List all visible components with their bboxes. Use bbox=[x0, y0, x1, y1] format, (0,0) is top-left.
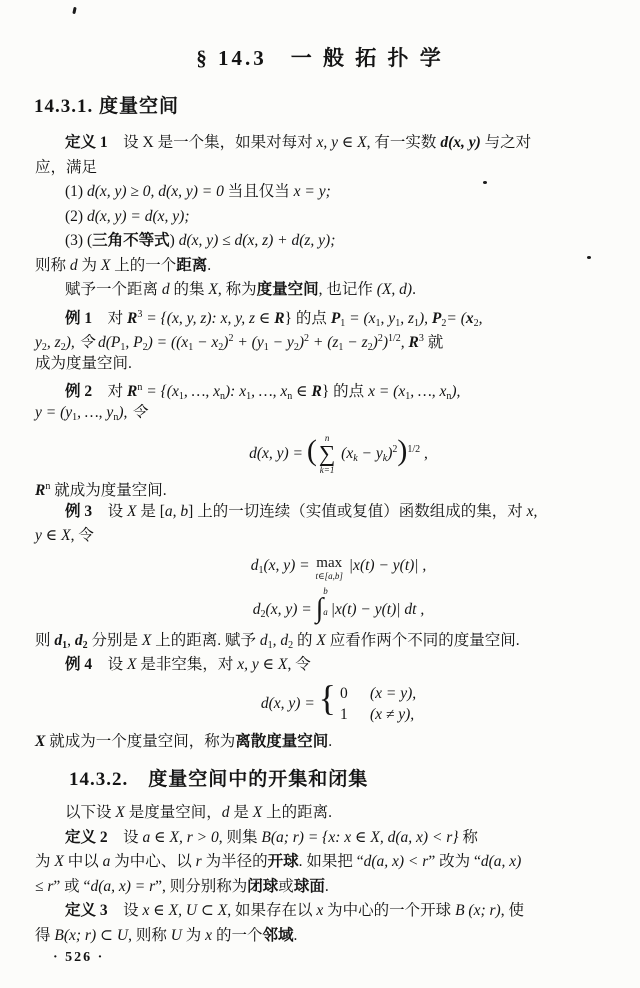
text-segment: , …, y bbox=[77, 403, 114, 421]
text-segment: , bbox=[400, 334, 409, 351]
text-segment: , 也记作 bbox=[318, 281, 377, 298]
text-segment: 称 bbox=[458, 828, 478, 846]
text-segment: 2 bbox=[293, 342, 299, 353]
text-segment: d bbox=[161, 281, 170, 298]
text-line bbox=[35, 376, 614, 401]
text-segment: } 的点 bbox=[284, 309, 331, 327]
text-segment: 1 bbox=[405, 391, 411, 402]
text-segment: 就成为一个度量空间，称为 bbox=[45, 732, 236, 750]
text-segment: R bbox=[127, 309, 138, 327]
text-segment: 2 bbox=[367, 342, 373, 353]
text-segment: 邻域 bbox=[262, 926, 294, 944]
text-segment: 例 2 bbox=[65, 383, 93, 400]
text-line bbox=[35, 401, 614, 426]
text-segment: y bbox=[35, 334, 42, 351]
text-line bbox=[35, 278, 614, 303]
section-heading-1431: 14.3.1. 度量空间 bbox=[34, 96, 180, 117]
text-segment: 开球 bbox=[267, 853, 299, 870]
text-segment: X bbox=[127, 656, 137, 673]
text-segment: 是度量空间， bbox=[124, 804, 222, 821]
subscript-k: k bbox=[353, 453, 358, 464]
text-segment: ∈ bbox=[292, 383, 312, 400]
text-segment: ≤ r bbox=[35, 877, 54, 895]
text-segment: d bbox=[259, 631, 268, 649]
text-segment: x bbox=[181, 334, 189, 351]
text-segment: (3) ( bbox=[65, 232, 93, 249]
text-line bbox=[35, 205, 614, 230]
text-segment: X bbox=[316, 631, 326, 649]
text-segment: 设 bbox=[107, 902, 143, 919]
text-segment: n bbox=[137, 382, 143, 393]
text-segment: − x bbox=[193, 334, 219, 351]
text-segment: 1 bbox=[62, 639, 68, 651]
text-segment: 1 bbox=[338, 342, 344, 353]
text-segment: n bbox=[45, 481, 51, 492]
text-segment: } 的点 bbox=[321, 383, 369, 400]
text-segment: , P bbox=[125, 334, 143, 351]
case-condition: (x = y), bbox=[369, 684, 417, 702]
formula-lhs: d(x, y) = bbox=[260, 694, 319, 712]
text-segment: x, y, z ∈ bbox=[220, 309, 275, 327]
text-segment: ) bbox=[382, 334, 388, 351]
cases-rows bbox=[340, 683, 416, 725]
text-segment: ” 改为 “ bbox=[428, 853, 481, 870]
text-segment: 2 bbox=[218, 342, 224, 353]
text-segment: 上的距离. 赋予 bbox=[151, 631, 260, 649]
text-segment: − y bbox=[268, 334, 294, 351]
text-segment: , 令 bbox=[70, 527, 94, 544]
text-segment: d(P bbox=[97, 334, 121, 351]
text-segment: d(x, y) ≤ d(x, z) + d(z, y); bbox=[178, 232, 336, 249]
text-segment: X bbox=[127, 502, 137, 520]
max-operator bbox=[316, 556, 343, 581]
paragraph-group bbox=[35, 629, 614, 678]
text-segment: 距离 bbox=[176, 256, 208, 274]
text-segment: 是 bbox=[229, 804, 253, 821]
text-line bbox=[35, 254, 614, 279]
scan-artifact bbox=[587, 256, 591, 259]
text-segment: 1 bbox=[178, 391, 184, 402]
text-segment: 2 bbox=[41, 342, 47, 353]
text-segment: n bbox=[220, 391, 226, 402]
text-segment: R bbox=[274, 309, 285, 327]
text-segment: . bbox=[207, 256, 212, 274]
text-segment: , z bbox=[400, 309, 414, 327]
text-line bbox=[35, 180, 614, 205]
text-segment: 1 bbox=[72, 411, 78, 423]
paragraph-group bbox=[35, 730, 614, 755]
d-symbol: d bbox=[250, 556, 259, 574]
text-segment: 1 bbox=[267, 639, 273, 651]
formula-discrete-metric bbox=[35, 679, 614, 729]
text-segment: 或 bbox=[278, 877, 294, 895]
text-segment: , 则集 bbox=[218, 828, 262, 846]
text-segment: x, y, z bbox=[171, 309, 207, 327]
text-segment: , 有一实数 bbox=[366, 134, 441, 151]
text-segment: d(a, x) < r bbox=[363, 853, 429, 870]
text-segment: 设 bbox=[107, 828, 143, 846]
text-segment: 定义 1 bbox=[65, 134, 108, 151]
integral-limits bbox=[323, 587, 328, 617]
max-limit: t∈[a,b] bbox=[315, 570, 343, 581]
text-segment: 就成为度量空间. bbox=[50, 482, 167, 499]
text-segment: 当且仅当 bbox=[223, 183, 294, 200]
text-segment: 1/2 bbox=[388, 333, 401, 344]
max-label: max bbox=[316, 554, 343, 571]
text-segment: X bbox=[141, 631, 152, 649]
text-segment: 2 bbox=[142, 342, 148, 353]
text-line bbox=[35, 156, 614, 181]
text-segment: x = y; bbox=[293, 183, 331, 200]
text-segment: ): bbox=[225, 383, 240, 400]
exponent-half: 1/2 bbox=[407, 444, 421, 455]
text-segment: a ∈ X, r > 0 bbox=[142, 828, 219, 846]
text-segment: ), bbox=[418, 309, 432, 327]
text-segment: X bbox=[208, 281, 218, 298]
text-line bbox=[35, 500, 614, 525]
formula-lhs: (x, y) = bbox=[265, 600, 316, 618]
text-segment: 为 bbox=[35, 853, 55, 870]
text-segment: x bbox=[368, 309, 376, 327]
subscript-2: 2 bbox=[260, 608, 266, 620]
text-segment: 上的距离. bbox=[262, 804, 332, 821]
text-segment: 1 bbox=[375, 317, 381, 329]
text-segment: 2 bbox=[288, 639, 294, 651]
text-segment: d bbox=[74, 631, 83, 649]
text-segment: ), 令 bbox=[65, 334, 98, 351]
text-segment: 为半径的 bbox=[201, 853, 268, 870]
text-segment: 的 bbox=[293, 631, 317, 649]
text-segment: . bbox=[293, 926, 298, 944]
case-value: 0 bbox=[339, 684, 348, 702]
text-segment: ): bbox=[206, 309, 221, 327]
text-segment: d bbox=[221, 804, 230, 821]
text-segment: 1 bbox=[395, 317, 401, 329]
text-segment: 闭球 bbox=[247, 877, 279, 895]
page-title: § 14.3 一 般 拓 扑 学 bbox=[196, 46, 444, 70]
text-segment: 2 bbox=[473, 317, 479, 329]
text-segment: 2 bbox=[303, 333, 309, 344]
text-line bbox=[35, 629, 614, 654]
text-segment: 的集 bbox=[169, 281, 209, 298]
sum-lower-limit: k=1 bbox=[319, 465, 335, 476]
text-segment: 设 X 是一个集，如果对每对 bbox=[107, 134, 317, 151]
text-segment: 赋予一个距离 bbox=[65, 281, 162, 298]
exponent-2: 2 bbox=[392, 444, 398, 455]
integral-upper: b bbox=[323, 585, 328, 596]
page-body bbox=[35, 131, 614, 948]
text-segment: 例 3 bbox=[65, 502, 93, 520]
right-paren: ) bbox=[397, 434, 408, 467]
text-segment: 1 bbox=[263, 342, 269, 353]
text-segment: 对 bbox=[92, 309, 128, 327]
text-segment: X bbox=[54, 853, 64, 870]
text-segment: d(x, y) bbox=[440, 134, 481, 151]
subscript-1: 1 bbox=[258, 564, 264, 576]
formula-lhs: (x, y) = bbox=[263, 556, 314, 574]
text-segment: 2 bbox=[228, 333, 234, 344]
formula-max-distance bbox=[35, 551, 614, 583]
text-segment: 就 bbox=[423, 334, 444, 351]
text-segment: 定义 3 bbox=[65, 902, 108, 919]
text-segment: 3 bbox=[418, 333, 424, 344]
formula-integral-distance bbox=[35, 587, 614, 625]
text-segment: , 如果存在以 bbox=[227, 902, 317, 919]
text-segment: P bbox=[431, 309, 442, 327]
left-brace: { bbox=[318, 677, 336, 718]
formula-rhs: |x(t) − y(t)| dt , bbox=[330, 600, 425, 618]
text-segment: , 令 bbox=[287, 656, 311, 673]
text-segment: , y bbox=[380, 309, 396, 327]
text-segment: 应，满足 bbox=[35, 158, 98, 176]
text-segment: ”, 则分别称为 bbox=[155, 877, 248, 895]
text-segment: B (x; r) bbox=[455, 902, 501, 919]
text-segment: 设 bbox=[92, 656, 128, 673]
text-segment: 成为度量空间. bbox=[35, 354, 132, 372]
text-segment: R bbox=[311, 383, 322, 400]
formula-comma: , bbox=[420, 445, 428, 462]
text-segment: , d bbox=[272, 631, 289, 649]
text-segment: , z bbox=[46, 334, 61, 351]
text-segment: , bbox=[67, 631, 75, 649]
text-segment: d bbox=[69, 256, 78, 274]
text-segment: n bbox=[113, 411, 119, 423]
text-segment: . bbox=[412, 281, 416, 298]
text-segment: X bbox=[115, 804, 125, 821]
text-segment: . bbox=[328, 732, 333, 750]
text-segment: 是 [ bbox=[136, 502, 165, 520]
text-segment: 三角不等式 bbox=[92, 232, 170, 249]
case-row bbox=[340, 683, 416, 704]
text-segment: 以下设 bbox=[65, 804, 116, 821]
sum-operator bbox=[319, 433, 335, 475]
formula-term: (x bbox=[337, 445, 354, 462]
text-segment: n bbox=[446, 391, 452, 402]
text-segment: 1 bbox=[413, 317, 419, 329]
subscript-k: k bbox=[382, 453, 388, 464]
case-condition: (x ≠ y), bbox=[369, 705, 415, 723]
text-segment: B(x; r) ⊂ U bbox=[54, 926, 129, 944]
sum-upper-limit: n bbox=[324, 433, 330, 444]
text-line bbox=[35, 524, 614, 549]
text-segment: 对 bbox=[92, 383, 128, 400]
text-segment: (2) bbox=[65, 207, 87, 225]
text-segment: 2 bbox=[377, 333, 383, 344]
text-segment: ) bbox=[169, 232, 179, 249]
text-segment: 1 bbox=[340, 317, 346, 329]
text-segment: X bbox=[252, 804, 263, 821]
text-segment: + ( bbox=[308, 334, 333, 351]
text-segment: 的一个 bbox=[212, 926, 263, 944]
text-line bbox=[35, 801, 614, 826]
text-segment: x = (x bbox=[368, 383, 406, 400]
text-segment: 球面 bbox=[293, 877, 325, 895]
text-segment: 例 4 bbox=[65, 656, 93, 673]
text-segment: 2 bbox=[441, 317, 447, 329]
text-line bbox=[35, 303, 614, 328]
text-segment: 分别是 bbox=[87, 631, 142, 649]
text-segment: 定义 2 bbox=[65, 828, 108, 846]
text-segment: 1 bbox=[120, 342, 126, 353]
text-segment: z bbox=[332, 334, 339, 351]
text-segment: 是非空集，对 bbox=[136, 656, 238, 673]
text-segment: , bbox=[478, 309, 483, 327]
text-segment: 1 bbox=[188, 342, 194, 353]
text-line bbox=[35, 229, 614, 254]
text-segment: R bbox=[127, 383, 138, 400]
text-segment: 则 bbox=[35, 631, 55, 649]
text-segment: = ( bbox=[446, 309, 466, 327]
text-segment: x, y ∈ X bbox=[237, 656, 288, 673]
text-line bbox=[35, 850, 614, 875]
text-segment: , …, x bbox=[183, 383, 221, 400]
integral-icon: ∫ bbox=[315, 592, 324, 624]
text-segment: ) = (( bbox=[147, 334, 182, 351]
text-segment: n bbox=[287, 391, 293, 402]
text-segment: 为中心的一个开球 bbox=[323, 902, 456, 919]
text-segment: + ( bbox=[233, 334, 257, 351]
sigma-icon: ∑ bbox=[318, 441, 336, 467]
text-segment: = {( bbox=[142, 383, 172, 400]
text-segment: 应看作两个不同的度量空间. bbox=[325, 631, 520, 649]
text-segment: y ∈ X bbox=[35, 527, 71, 544]
text-segment: , …, x bbox=[410, 383, 447, 400]
text-segment: 为中心、以 bbox=[110, 853, 196, 870]
text-segment: ), 令 bbox=[118, 403, 147, 421]
text-segment: X bbox=[35, 732, 46, 750]
text-segment: , 称为 bbox=[217, 281, 257, 298]
text-segment: R bbox=[408, 334, 419, 351]
text-segment: R bbox=[35, 482, 46, 499]
text-segment: ) bbox=[372, 334, 378, 351]
text-segment: y bbox=[256, 334, 264, 351]
text-segment: 2 bbox=[82, 639, 88, 651]
text-line bbox=[35, 826, 614, 851]
text-segment: a, b bbox=[164, 502, 189, 520]
text-segment: ) bbox=[298, 334, 304, 351]
text-segment: , 使 bbox=[500, 902, 524, 919]
left-paren: ( bbox=[306, 434, 317, 467]
paragraph-group bbox=[35, 131, 614, 425]
text-segment: . bbox=[324, 877, 329, 895]
integral-lower: a bbox=[323, 606, 328, 617]
text-line bbox=[35, 924, 614, 949]
text-segment: 为 bbox=[77, 256, 101, 274]
paragraph-group bbox=[35, 801, 614, 948]
text-segment: x bbox=[316, 902, 324, 919]
text-segment: 得 bbox=[35, 926, 55, 944]
case-row bbox=[340, 704, 416, 725]
formula-rhs: |x(t) − y(t)| , bbox=[344, 556, 427, 574]
text-segment: 度量空间 bbox=[256, 281, 319, 298]
text-segment: 为 bbox=[181, 926, 206, 944]
text-segment: − z bbox=[343, 334, 368, 351]
text-segment: (1) bbox=[65, 183, 87, 200]
text-segment: d(x, y) = d(x, y); bbox=[86, 207, 190, 225]
text-segment: 中以 bbox=[63, 853, 103, 870]
text-segment: B(a; r) = {x: x ∈ X, d(a, x) < r} bbox=[261, 828, 459, 846]
text-segment: ), bbox=[451, 383, 461, 400]
section-heading-1432: 14.3.2. 度量空间中的开集和闭集 bbox=[69, 769, 369, 790]
d-symbol: d bbox=[252, 600, 261, 618]
text-segment: = {( bbox=[142, 309, 172, 327]
text-segment: 2 bbox=[60, 342, 66, 353]
text-segment: X bbox=[100, 256, 111, 274]
text-segment: x, bbox=[526, 502, 538, 520]
text-segment: P bbox=[330, 309, 341, 327]
text-line bbox=[35, 653, 614, 678]
text-segment: d(a, x) = r bbox=[90, 877, 156, 895]
formula-euclidean-distance bbox=[35, 426, 614, 474]
text-line bbox=[35, 475, 614, 500]
text-segment: , 则称 bbox=[128, 926, 171, 944]
text-segment: x bbox=[171, 383, 179, 400]
text-line bbox=[35, 131, 614, 156]
formula-term: − y bbox=[357, 445, 383, 462]
formula-lhs: d(x, y) = bbox=[249, 445, 307, 462]
paragraph-group bbox=[35, 475, 614, 549]
text-segment: y = (y bbox=[35, 403, 73, 421]
text-segment: r bbox=[195, 853, 202, 870]
text-segment: 设 bbox=[92, 502, 128, 520]
text-segment: ” 或 “ bbox=[53, 877, 91, 895]
text-segment: x bbox=[239, 383, 247, 400]
text-segment: 则称 bbox=[35, 256, 70, 274]
text-line bbox=[35, 875, 614, 900]
text-line bbox=[35, 899, 614, 924]
text-segment: x ∈ X, U ⊂ X bbox=[142, 902, 228, 919]
text-segment: x bbox=[205, 926, 213, 944]
text-segment: a bbox=[102, 853, 111, 870]
text-segment: U bbox=[170, 926, 182, 944]
scan-artifact bbox=[483, 181, 487, 184]
text-segment: 3 bbox=[137, 308, 143, 320]
text-segment: . 如果把 “ bbox=[298, 853, 364, 870]
text-line bbox=[35, 352, 614, 377]
text-segment: d(x, y) ≥ 0, d(x, y) = 0 bbox=[86, 183, 224, 200]
text-segment: , …, x bbox=[251, 383, 288, 400]
text-line bbox=[35, 730, 614, 755]
text-segment: ] 上的一切连续（实值或复值）函数组成的集，对 bbox=[188, 502, 527, 520]
text-segment: d bbox=[54, 631, 63, 649]
text-segment: 上的一个 bbox=[110, 256, 177, 274]
text-line bbox=[35, 327, 614, 352]
formula-term: ) bbox=[387, 445, 393, 462]
text-segment: (X, d) bbox=[376, 281, 413, 298]
text-segment: 例 1 bbox=[65, 309, 93, 327]
text-segment: = ( bbox=[345, 309, 369, 327]
text-segment: 离散度量空间 bbox=[235, 732, 329, 750]
text-segment: 与之对 bbox=[480, 134, 532, 151]
case-value: 1 bbox=[339, 705, 348, 723]
text-segment: x, y ∈ X bbox=[316, 134, 367, 151]
text-segment: x bbox=[465, 309, 474, 327]
page-number: · 526 · bbox=[53, 950, 105, 965]
text-segment: d(a, x) bbox=[480, 853, 522, 870]
text-segment: 1 bbox=[246, 391, 252, 402]
text-segment: ) bbox=[223, 334, 229, 351]
